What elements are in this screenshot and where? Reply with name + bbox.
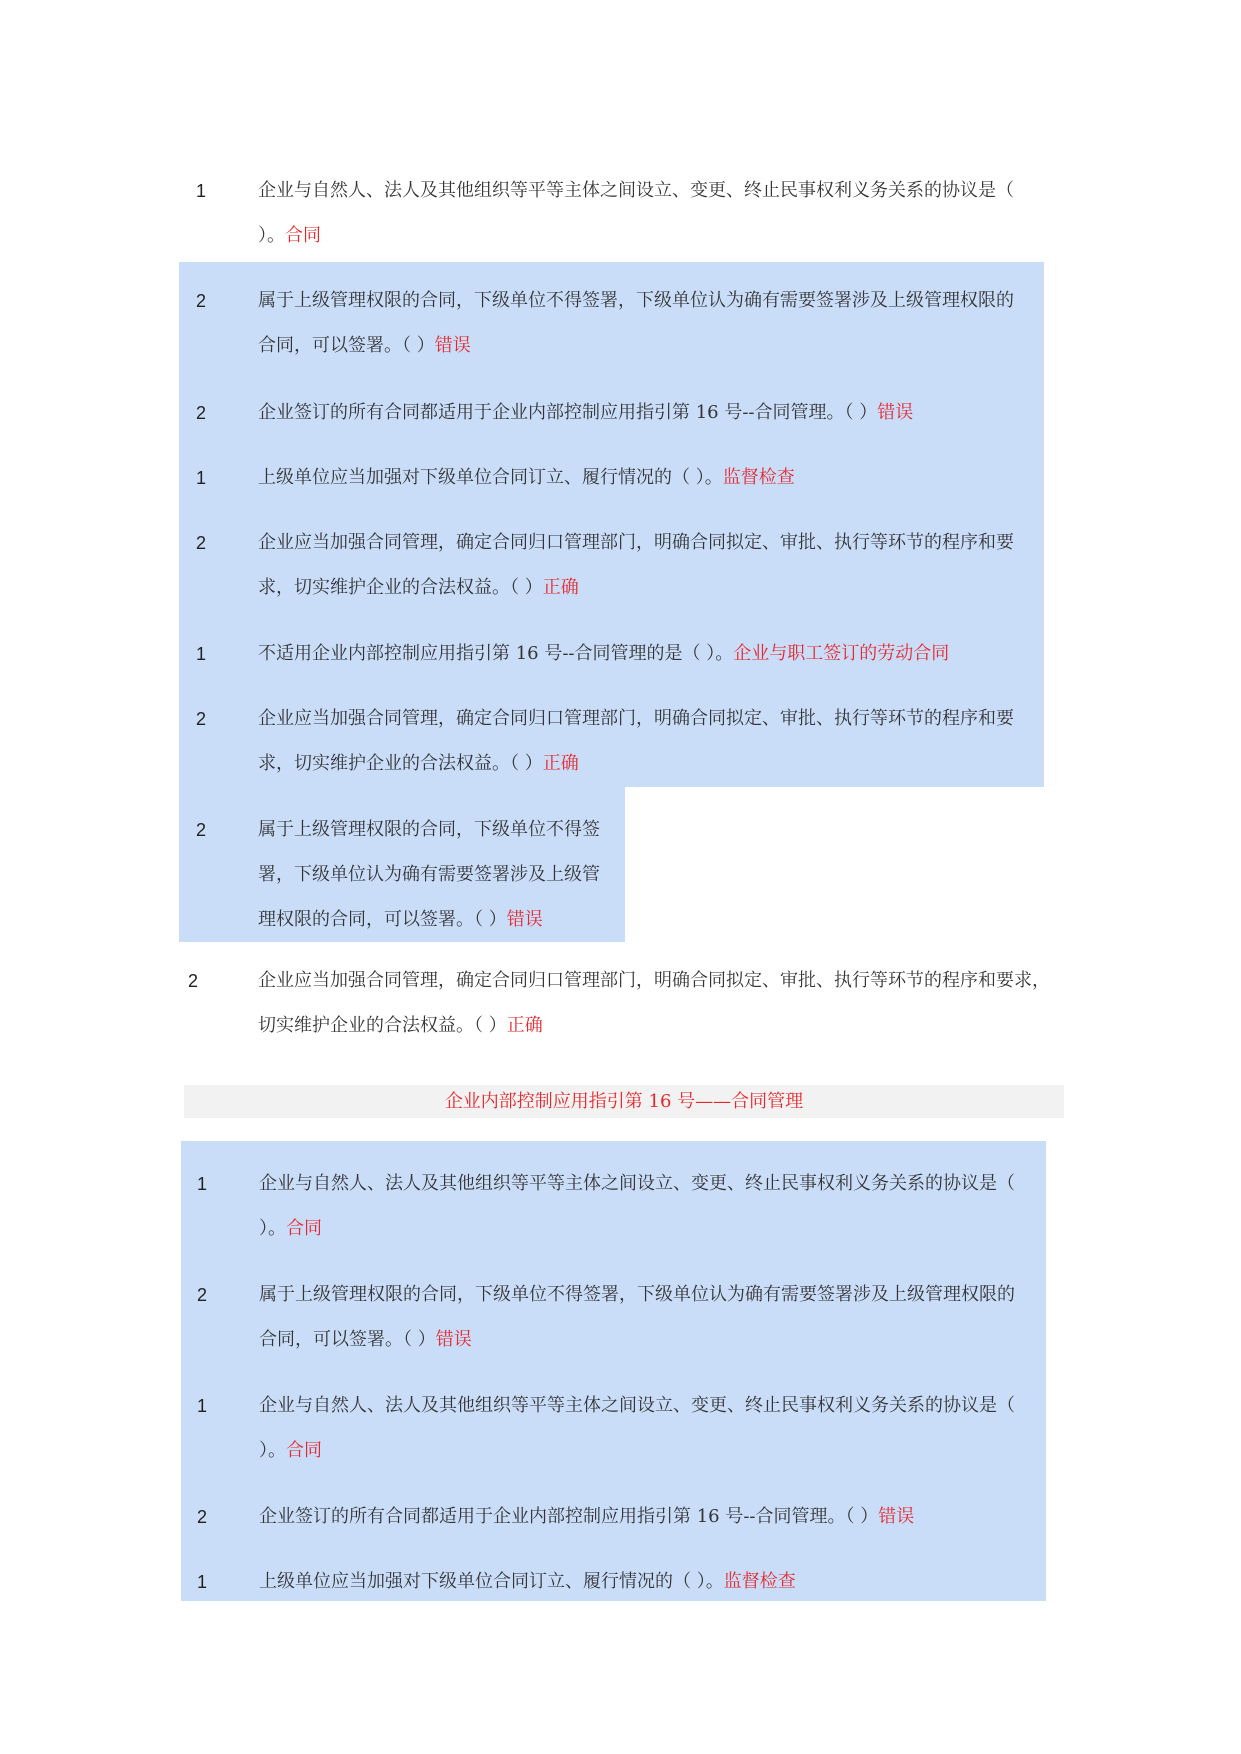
question-number: 2 [196, 709, 207, 729]
answer-text: 企业与职工签订的劳动合同 [733, 643, 950, 664]
question-text: 属于上级管理权限的合同，下级单位不得签署，下级单位认为确有需要签署涉及上级管理权限的合同，可以签署。（ ）错误 [258, 290, 1014, 356]
answer-text: 错误 [434, 335, 471, 356]
question-row [196, 180, 1016, 262]
answer-text: 监督检查 [723, 1571, 796, 1592]
question-number: 2 [197, 1285, 208, 1305]
question-text: 企业签订的所有合同都适用于企业内部控制应用指引第 16 号--合同管理。（ ）错误 [259, 1506, 915, 1527]
question-text: 不适用企业内部控制应用指引第 16 号--合同管理的是（ ）。企业与职工签订的劳动合同 [258, 643, 950, 664]
answer-text: 正确 [542, 753, 579, 774]
question-number: 2 [196, 533, 207, 553]
question-text: 企业应当加强合同管理，确定合同归口管理部门，明确合同拟定、审批、执行等环节的程序和要求，切实维护企业的合法权益。（ ）正确 [258, 708, 1014, 774]
question-number: 2 [196, 820, 207, 840]
answer-text: 正确 [506, 1015, 543, 1036]
question-text: 上级单位应当加强对下级单位合同订立、履行情况的（ ）。监督检查 [258, 467, 795, 488]
answer-text: 监督检查 [722, 467, 795, 488]
question-text: 属于上级管理权限的合同，下级单位不得签署，下级单位认为确有需要签署涉及上级管理权限的合同，可以签署。（ ）错误 [259, 1284, 1015, 1350]
answer-text: 合同 [286, 1218, 322, 1239]
question-number: 1 [197, 1174, 208, 1194]
question-text: 企业与自然人、法人及其他组织等平等主体之间设立、变更、终止民事权利义务关系的协议是（ ）。合同 [259, 1173, 1015, 1239]
question-number: 1 [196, 181, 207, 201]
question-text: 企业与自然人、法人及其他组织等平等主体之间设立、变更、终止民事权利义务关系的协议是（ ）。合同 [258, 180, 1014, 246]
question-number: 1 [196, 468, 207, 488]
question-text: 企业应当加强合同管理，确定合同归口管理部门，明确合同拟定、审批、执行等环节的程序和要求，切实维护企业的合法权益。（ ）正确 [258, 532, 1014, 598]
answer-text: 错误 [877, 402, 914, 423]
answer-text: 错误 [878, 1506, 915, 1527]
question-text: 企业与自然人、法人及其他组织等平等主体之间设立、变更、终止民事权利义务关系的协议是（ ）。合同 [259, 1395, 1015, 1461]
question-text: 上级单位应当加强对下级单位合同订立、履行情况的（ ）。监督检查 [259, 1571, 796, 1592]
question-number: 1 [197, 1396, 208, 1416]
question-number: 2 [188, 971, 199, 991]
answer-text: 合同 [285, 225, 321, 246]
answer-text: 错误 [435, 1329, 472, 1350]
question-number: 1 [197, 1572, 208, 1592]
question-text: 属于上级管理权限的合同，下级单位不得签署，下级单位认为确有需要签署涉及上级管理权限的合同，可以签署。（ ）错误 [258, 819, 600, 930]
question-number: 2 [197, 1507, 208, 1527]
question-text: 企业应当加强合同管理，确定合同归口管理部门，明确合同拟定、审批、执行等环节的程序和要求，切实维护企业的合法权益。（ ）正确 [258, 970, 1050, 1036]
question-number: 2 [196, 403, 207, 423]
answer-text: 合同 [286, 1440, 322, 1461]
answer-text: 错误 [506, 909, 543, 930]
answer-text: 正确 [542, 577, 579, 598]
question-number: 1 [196, 644, 207, 664]
question-number: 2 [196, 291, 207, 311]
question-text: 企业签订的所有合同都适用于企业内部控制应用指引第 16 号--合同管理。（ ）错误 [258, 402, 914, 423]
section-title: 企业内部控制应用指引第 16 号——合同管理 [184, 1085, 1064, 1118]
